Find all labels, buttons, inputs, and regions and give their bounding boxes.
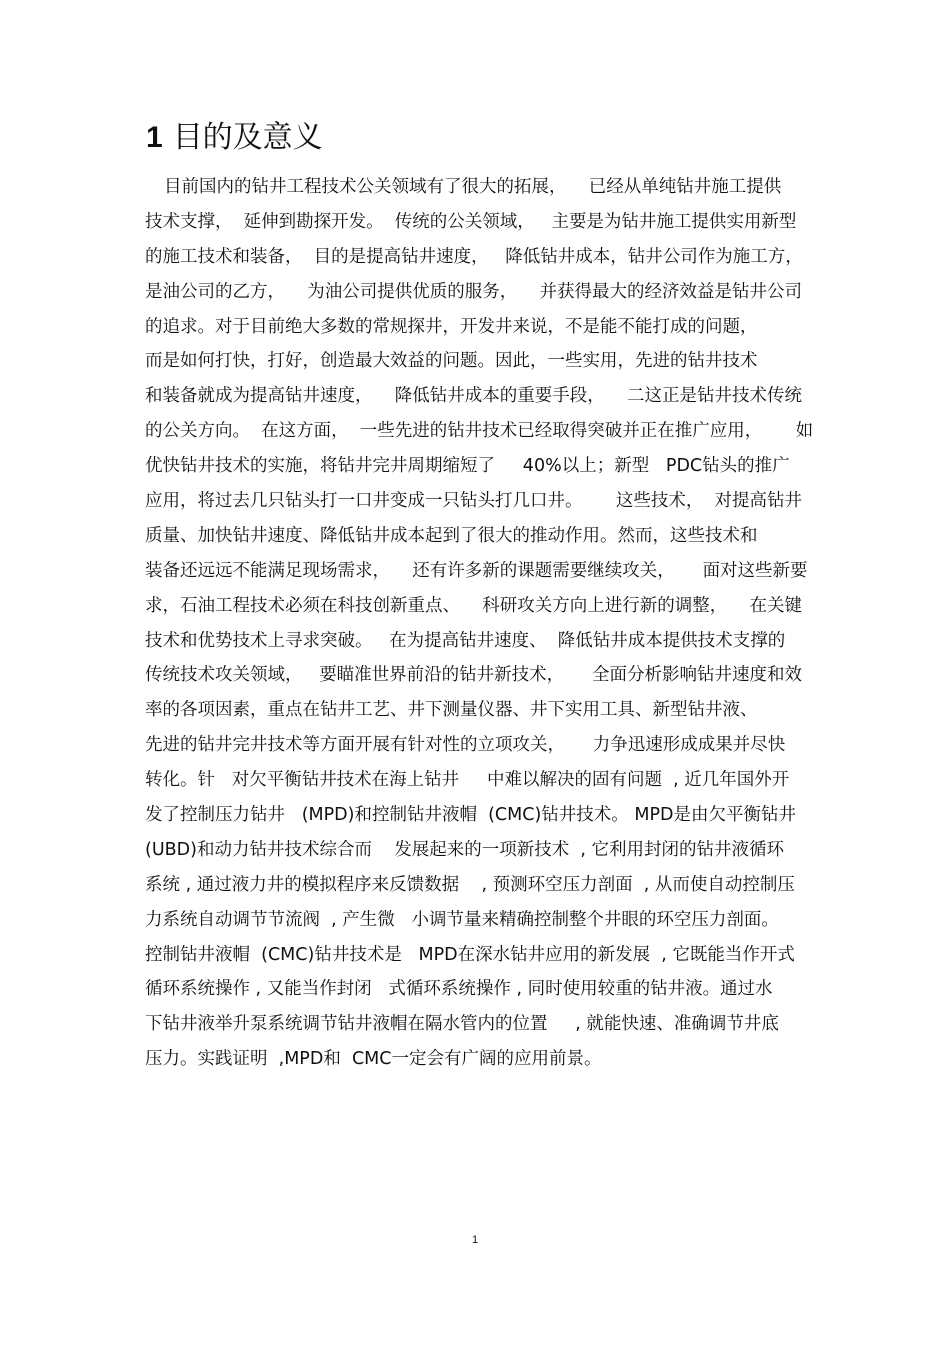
paragraph-line: 先进的钻井完井技术等方面开展有针对性的立项攻关， 力争迅速形成成果并尽快	[145, 735, 786, 756]
paragraph-line: 的追求。对于目前绝大多数的常规探井，开发井来说，不是能不能打成的问题，	[145, 316, 758, 337]
paragraph-line: 力系统自动调节节流阀 , 产生微 小调节量来精确控制整个井眼的环空压力剖面。	[145, 909, 779, 930]
paragraph-line: 和装备就成为提高钻井速度， 降低钻井成本的重要手段， 二这正是钻井技术传统	[145, 386, 802, 407]
paragraph-line: 优快钻井技术的实施，将钻井完井周期缩短了 40%以上；新型 PDC钻头的推广	[145, 456, 790, 477]
paragraph-line: 求，石油工程技术必须在科技创新重点、 科研攻关方向上进行新的调整， 在关键	[145, 595, 802, 616]
paragraph-line: 的公关方向。 在这方面， 一些先进的钻井技术已经取得突破并正在推广应用， 如	[145, 421, 814, 442]
paragraph-line: 下钻井液举升泵系统调节钻井液帽在隔水管内的位置 , 就能快速、准确调节井底	[145, 1014, 779, 1035]
paragraph-line: 的施工技术和装备， 目的是提高钻井速度， 降低钻井成本，钻井公司作为施工方，	[145, 246, 803, 267]
page-number: 1	[471, 1234, 479, 1246]
paragraph-line: 发了控制压力钻井 (MPD)和控制钻井液帽 (CMC)钻井技术。 MPD是由欠平衡钻井	[145, 805, 796, 826]
section-heading	[146, 118, 323, 158]
paragraph-line: 目前国内的钻井工程技术公关领域有了很大的拓展， 已经从单纯钻井施工提供	[164, 177, 782, 197]
paragraph-line: 技术支撑， 延伸到勘探开发。 传统的公关领域， 主要是为钻井施工提供实用新型	[145, 211, 797, 232]
paragraph-line: 控制钻井液帽 (CMC)钻井技术是 MPD在深水钻井应用的新发展 , 它既能当作开式	[145, 944, 795, 965]
section-title: 目的及意义	[172, 120, 323, 155]
paragraph-line: 而是如何打快，打好，创造最大效益的问题。因此，一些实用，先进的钻井技术	[145, 351, 758, 372]
paragraph-line: 压力。实践证明 ,MPD和 CMC一定会有广阔的应用前景。	[145, 1049, 602, 1070]
paragraph-line: (UBD)和动力钻井技术综合而 发展起来的一项新技术 , 它利用封闭的钻井液循环	[145, 839, 784, 860]
paragraph-line: 循环系统操作 , 又能当作封闭 式循环系统操作 , 同时使用较重的钻井液。通过水	[145, 979, 773, 1000]
paragraph-line: 装备还远远不能满足现场需求， 还有许多新的课题需要继续攻关， 面对这些新要	[145, 560, 808, 581]
paragraph-line: 传统技术攻关领域， 要瞄准世界前沿的钻井新技术， 全面分析影响钻井速度和效	[145, 665, 802, 686]
paragraph-line: 质量、加快钻井速度、降低钻井成本起到了很大的推动作用。然而，这些技术和	[145, 525, 758, 546]
paragraph-line: 系统 , 通过液力井的模拟程序来反馈数据 , 预测环空压力剖面 , 从而使自动控制压	[145, 874, 795, 895]
section-number: 1	[146, 121, 163, 154]
paragraph-line: 技术和优势技术上寻求突破。 在为提高钻井速度、 降低钻井成本提供技术支撑的	[145, 630, 786, 651]
paragraph-line: 是油公司的乙方， 为油公司提供优质的服务， 并获得最大的经济效益是钻井公司	[145, 281, 802, 302]
paragraph-line: 应用，将过去几只钻头打一口井变成一只钻头打几口井。 这些技术， 对提高钻井	[145, 491, 802, 512]
paragraph-line: 率的各项因素，重点在钻井工艺、井下测量仪器、井下实用工具、新型钻井液、	[145, 700, 758, 721]
body-paragraph	[145, 170, 825, 1077]
paragraph-line: 转化。针 对欠平衡钻井技术在海上钻井 中难以解决的固有问题 , 近几年国外开	[145, 770, 790, 791]
